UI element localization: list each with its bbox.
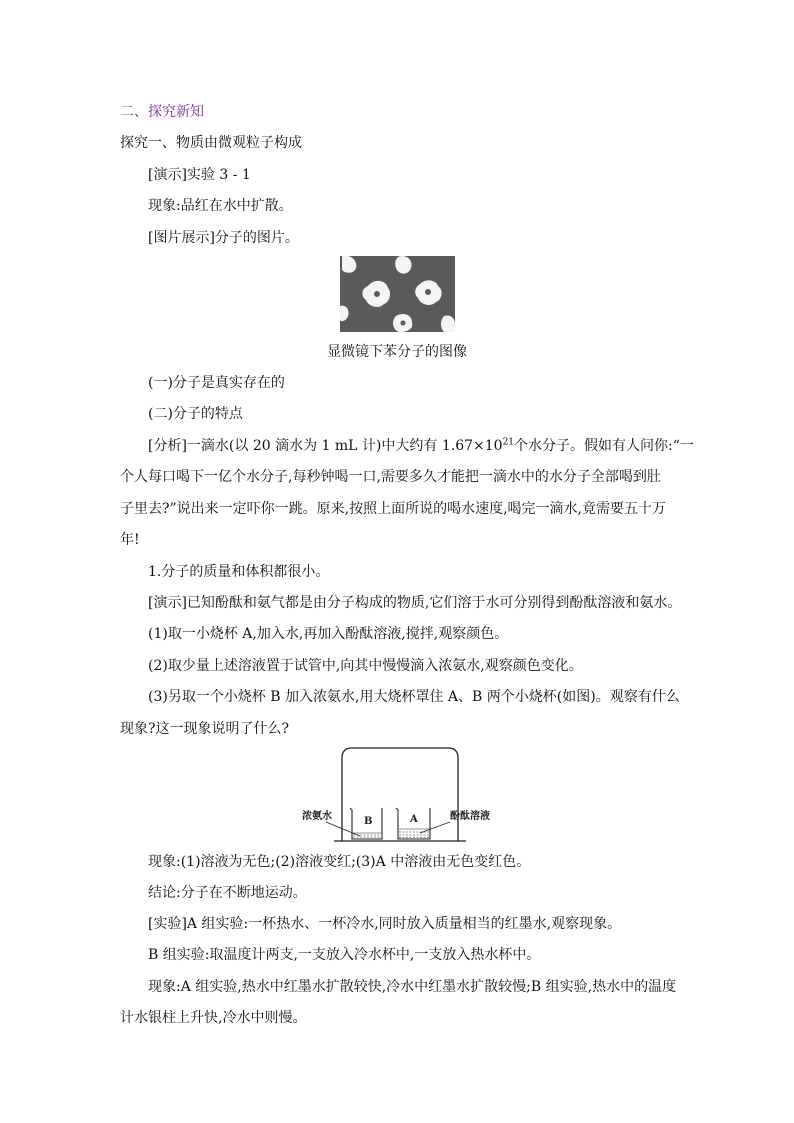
phenomenon-text: 现象:品红在水中扩散。 xyxy=(148,198,293,214)
experiment-b: B 组实验:取温度计两支,一支放入冷水杯中,一支放入热水杯中。 xyxy=(148,947,541,963)
phenomenon-2: 现象:(1)溶液为无色;(2)溶液变红;(3)A 中溶液由无色变红色。 xyxy=(148,854,531,870)
item-1: 1.分子的质量和体积都很小。 xyxy=(148,564,330,580)
phenomenon-3-line-1: 现象:A 组实验,热水中红墨水扩散较快,冷水中红墨水扩散较慢;B 组实验,热水中的温度 xyxy=(148,979,677,995)
analysis-line-2: 个人每口喝下一亿个水分子,每秒钟喝一口,需要多久才能把一滴水中的水分子全部喝到肚 xyxy=(120,469,661,485)
ammonia-label: 浓氨水 xyxy=(302,811,332,822)
conclusion: 结论:分子在不断地运动。 xyxy=(148,885,307,901)
step-1: (1)取一小烧杯 A,加入水,再加入酚酞溶液,搅拌,观察颜色。 xyxy=(148,626,509,642)
analysis-line-1 xyxy=(148,436,694,456)
beaker-a-label: A xyxy=(410,814,418,825)
analysis-line-4: 年! xyxy=(120,532,140,548)
analysis-text-b: 个水分子。假如有人问你:“一 xyxy=(514,438,694,454)
demo-label: [演示]实验 3 - 1 xyxy=(148,167,251,183)
step-3-line-1: (3)另取一个小烧杯 B 加入浓氨水,用大烧杯罩住 A、B 两个小烧杯(如图)。观察有什么 xyxy=(148,689,680,705)
phenomenon-3-line-2: 计水银柱上升快,冷水中则慢。 xyxy=(120,1010,307,1026)
analysis-text-a: [分析]一滴水(以 20 滴水为 1 mL 计)中大约有 1.67×10 xyxy=(148,438,503,454)
section-heading: 二、探究新知 xyxy=(120,104,204,120)
benzene-molecule-image xyxy=(340,256,455,332)
exponent: 21 xyxy=(502,437,515,448)
large-beaker xyxy=(342,748,458,841)
picture-show-text: [图片展示]分子的图片。 xyxy=(148,230,299,246)
beaker-diagram xyxy=(300,746,500,846)
phenolphthalein-label: 酚酞溶液 xyxy=(450,811,490,822)
point-real-existence: (一)分子是真实存在的 xyxy=(148,375,285,391)
step-3-line-2: 现象?这一现象说明了什么? xyxy=(120,721,290,737)
point-features: (二)分子的特点 xyxy=(148,406,243,422)
analysis-line-3: 子里去?”说出来一定吓你一跳。原来,按照上面所说的喝水速度,喝完一滴水,竟需要五十万 xyxy=(120,501,667,517)
beaker-b-label: B xyxy=(364,816,373,827)
image-caption: 显微镜下苯分子的图像 xyxy=(327,344,467,360)
section-title: 探究一、物质由微观粒子构成 xyxy=(120,135,302,151)
step-2: (2)取少量上述溶液置于试管中,向其中慢慢滴入浓氨水,观察颜色变化。 xyxy=(148,658,583,674)
experiment-a: [实验]A 组实验:一杯热水、一杯冷水,同时放入质量相当的红墨水,观察现象。 xyxy=(148,916,622,932)
demo-2: [演示]已知酚酞和氨气都是由分子构成的物质,它们溶于水可分别得到酚酞溶液和氨水。 xyxy=(148,595,682,611)
